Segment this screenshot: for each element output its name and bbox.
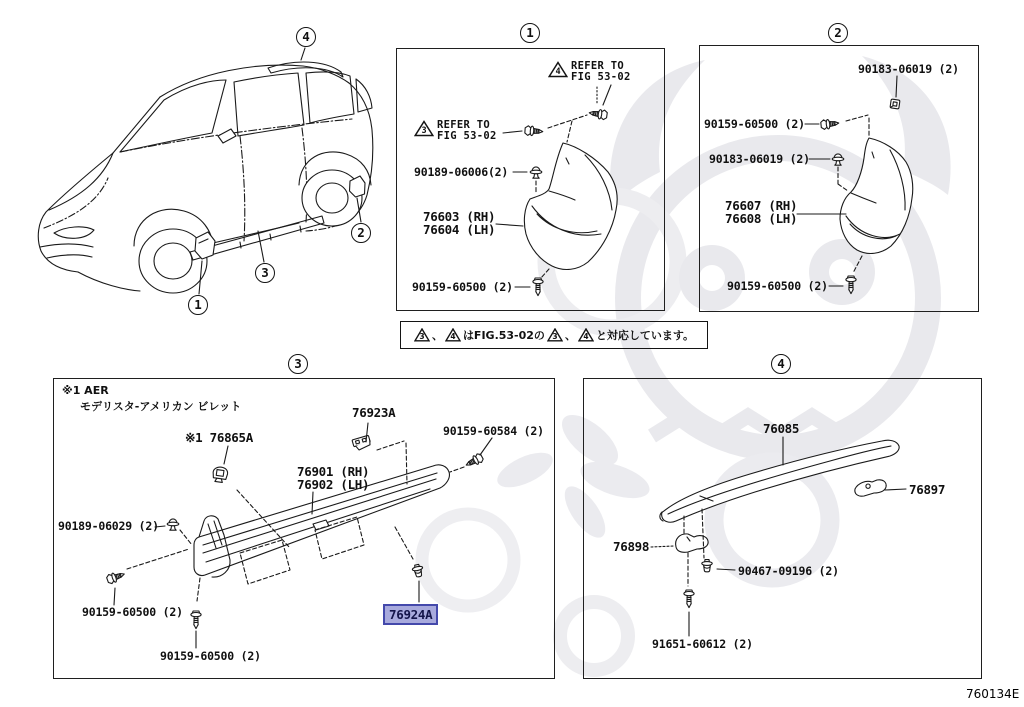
- note-text: はFIG.53-02の: [462, 329, 545, 342]
- car-illustration: [38, 48, 372, 294]
- car-callout-1: 1: [188, 295, 208, 315]
- panel-1-box: [396, 48, 665, 311]
- part-label-90467-09196: 90467-09196 (2): [738, 564, 839, 578]
- refer-note-4: 4 REFER TO FIG 53-02: [548, 61, 631, 82]
- part-label-90159-60500-bottom2: 90159-60500 (2): [160, 649, 261, 663]
- car-callout-4: 4: [296, 27, 316, 47]
- note-text: 、: [564, 329, 576, 342]
- part-label-76901: 76901 (RH): [297, 464, 370, 479]
- part-label-90189-06006: 90189-06006(2): [414, 165, 509, 179]
- aer-note-line2: モデリスタ-アメリカン ビレット: [80, 400, 242, 413]
- refer-note-3: 3 REFER TO FIG 53-02: [414, 120, 497, 141]
- warning-triangle-icon: 4: [548, 61, 568, 78]
- warning-triangle-icon: 3: [547, 328, 563, 342]
- part-label-76923a: 76923A: [352, 405, 396, 420]
- part-label-91651-60612: 91651-60612 (2): [652, 637, 753, 651]
- part-label-90159-60584: 90159-60584 (2): [443, 424, 544, 438]
- part-label-76085: 76085: [763, 421, 800, 436]
- part-label-76902: 76902 (LH): [297, 477, 370, 492]
- doc-code-label: 760134E: [966, 687, 1020, 701]
- warning-triangle-icon: 4: [578, 328, 594, 342]
- car-callout-3: 3: [255, 263, 275, 283]
- highlighted-part-label[interactable]: 76924A: [383, 604, 438, 625]
- correspondence-note: [400, 321, 708, 349]
- panel-1-number: 1: [520, 23, 540, 43]
- part-label-76608: 76608 (LH): [725, 211, 798, 226]
- panel-4-number: 4: [771, 354, 791, 374]
- part-label-90159-60500-top: 90159-60500 (2): [704, 117, 805, 131]
- part-label-76603: 76603 (RH): [423, 209, 496, 224]
- part-label-90159-60500: 90159-60500 (2): [412, 280, 513, 294]
- part-label-76604: 76604 (LH): [423, 222, 496, 237]
- warning-triangle-icon: 4: [445, 328, 461, 342]
- warning-triangle-icon: 3: [414, 120, 434, 137]
- part-label-76607: 76607 (RH): [725, 198, 798, 213]
- part-label-90159-60500-bottom: 90159-60500 (2): [727, 279, 828, 293]
- note-text: 、: [431, 329, 443, 342]
- aer-note-line1: ※1 AER: [62, 384, 109, 397]
- part-label-90189-06029: 90189-06029 (2): [58, 519, 159, 533]
- part-label-76865a: ※1 76865A: [185, 430, 253, 445]
- car-callout-2: 2: [351, 223, 371, 243]
- part-label-76897: 76897: [909, 482, 946, 497]
- panel-3-number: 3: [288, 354, 308, 374]
- panel-2-number: 2: [828, 23, 848, 43]
- note-text: と対応しています。: [595, 329, 695, 342]
- warning-triangle-icon: 3: [414, 328, 430, 342]
- part-label-90159-60500-left: 90159-60500 (2): [82, 605, 183, 619]
- part-label-76898: 76898: [613, 539, 650, 554]
- part-label-90183-06019-clip: 90183-06019 (2): [709, 152, 810, 166]
- panel-2-box: [699, 45, 979, 312]
- part-label-90183-06019-nut: 90183-06019 (2): [858, 62, 959, 76]
